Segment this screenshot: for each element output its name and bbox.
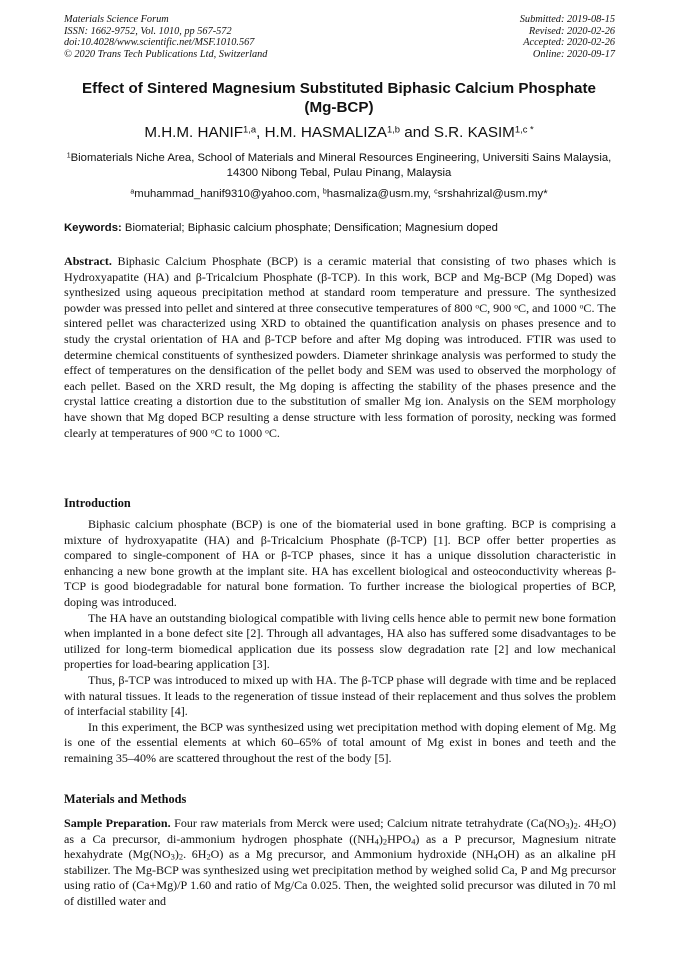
degree-sup: o: [475, 301, 480, 311]
methods-text: . 6H: [183, 847, 207, 862]
title-line-1: Effect of Sintered Magnesium Substituted Biphasic Calcium Phosphate: [82, 80, 596, 97]
abstract-text-5: C to 1000: [214, 425, 266, 440]
affiliation-text: Biomaterials Niche Area, School of Materials and Mineral Resources Engineering, Universiti Sains Malaysia, 14300 Nibong Tebal, Pulau Pinang, Malaysia: [70, 152, 612, 179]
email-c-sup: c: [434, 188, 438, 196]
subscript: 2: [599, 820, 604, 831]
author-3: S.R. KASIM: [433, 124, 515, 141]
abstract-text-2: C, 900: [479, 300, 515, 315]
methods-text: Four raw materials from Merck were used; Calcium nitrate tetrahydrate (Ca(NO: [170, 816, 566, 830]
subscript: 4: [493, 851, 498, 862]
keywords: [64, 221, 616, 235]
email-a: muhammad_hanif9310@yahoo.com,: [134, 188, 323, 200]
subscript: 2: [573, 820, 578, 831]
online-date: Online: 2020-09-17: [532, 48, 615, 60]
dates-info: [520, 14, 615, 60]
subscript: 4: [411, 836, 416, 847]
journal-name: Materials Science Forum: [64, 14, 169, 25]
methods-text: O) as a Mg precursor, and Ammonium hydroxide (NH: [210, 847, 494, 862]
subscript: 4: [374, 836, 379, 847]
intro-paragraph-4: In this experiment, the BCP was synthesized using wet precipitation method with doping element of Mg. Mg is one of the essential elements at which 60–65% of total amount of Mg exist in bones and teeth and the remaining 35–40% are scattered throughout the rest of the body [5].: [64, 719, 616, 765]
accepted-date: Accepted: 2020-02-26: [523, 37, 615, 49]
subscript: 2: [206, 851, 211, 862]
author-2: H.M. HASMALIZA: [264, 124, 387, 141]
subscript: 2: [382, 836, 388, 847]
subscript: 3: [565, 820, 570, 831]
author-1-sup: 1,a: [243, 123, 257, 135]
keywords-text: Biomaterial; Biphasic calcium phosphate; Densification; Magnesium doped: [121, 222, 498, 234]
doi: doi:10.4028/www.scientific.net/MSF.1010.567: [64, 37, 255, 49]
methods-text: O) as a Ca precursor, di-ammonium hydrogen phosphate ((NH: [64, 816, 617, 846]
journal-info: [64, 14, 267, 60]
abstract: [64, 254, 616, 441]
methods-text: ) as a P precursor, Magnesium nitrate hexahydrate (Mg(NO: [64, 831, 617, 862]
author-sep-1: ,: [256, 124, 265, 141]
author-sep-2: and: [400, 124, 434, 141]
email-b: hasmaliza@usm.my,: [326, 188, 435, 200]
intro-paragraph-3: Thus, β-TCP was introduced to mixed up with HA. The β-TCP phase will degrade with time and be replaced with natural tissues. It leads to the regeneration of tissue instead of their replacement and thus solves the problem of interfacial stability [4].: [64, 672, 616, 719]
subscript: 2: [178, 851, 184, 862]
email-a-sup: a: [130, 188, 135, 196]
abstract-text-3: C, and 1000: [518, 300, 580, 315]
copyright: © 2020 Trans Tech Publications Ltd, Switzerland: [64, 48, 268, 60]
keywords-label: Keywords:: [64, 222, 122, 234]
email-b-sup: b: [322, 188, 327, 196]
title-line-2: (Mg-BCP): [304, 99, 374, 116]
affiliation-sup: 1: [66, 152, 71, 160]
introduction-heading: Introduction: [64, 496, 131, 510]
degree-sup: o: [514, 301, 519, 311]
methods-heading: Materials and Methods: [64, 792, 187, 806]
methods-text: ): [174, 847, 179, 862]
methods-body: [64, 816, 616, 910]
affiliation: [60, 151, 618, 181]
abstract-text-6: C.: [268, 425, 280, 440]
introduction-body: [64, 517, 616, 767]
revised-date: Revised: 2020-02-26: [528, 25, 615, 37]
author-2-sup: 1,b: [386, 123, 401, 135]
author-3-sup: 1,c *: [514, 123, 534, 135]
email-c: srshahrizal@usm.my*: [437, 188, 548, 200]
abstract-text-1: Biphasic Calcium Phosphate (BCP) is a ceramic material that consisting of two phases which is Hydroxyapatite (HA) and β-Tricalcium Phosphate (β-TCP). In this work, BCP and Mg-BCP (Mg Doped) was synthesized using aqueous precipitation method at standard room temperature and pressure. The synthesized powder was pressed into pellet and sintered at three consecutive temperatures of 800: [64, 254, 616, 315]
subscript: 3: [170, 851, 175, 862]
methods-text: OH) as an alkaline pH stabilizer. The Mg-BCP was synthesized using wet precipitation method by weighed solid Ca, P and Mg precursor using ratio of (Ca+Mg)/P 1.60 and ratio of Mg/Ca 0.025. Then, the weighted solid precursor was diluted in 70 ml of distilled water and: [64, 847, 617, 908]
degree-sup: o: [210, 425, 215, 435]
degree-sup: o: [579, 301, 584, 311]
paper-title: [40, 79, 638, 117]
degree-sup: o: [265, 425, 269, 435]
methods-text: HPO: [387, 831, 412, 846]
author-emails: [40, 187, 638, 201]
submitted-date: Submitted: 2019-08-15: [519, 14, 615, 25]
author-1: M.H.M. HANIF: [144, 124, 244, 141]
abstract-label: Abstract.: [64, 254, 112, 268]
sample-preparation-label: Sample Preparation.: [64, 816, 171, 830]
methods-text: ): [378, 831, 383, 846]
intro-paragraph-1: Biphasic calcium phosphate (BCP) is one of the biomaterial used in bone grafting. BCP is comprising a mixture of hydroxyapatite (HA) and β-Tricalcium Phosphate (β-TCP) [1]. BCP offer better properties as compared to single-component of HA or β-TCP phases, since it has a unique dissolution characteristic in enhancing a new bone growth at the implant site. HA has excellent biological and osteoconductivity whereas β-TCP is good biodegradable for natural bone formation. To further increase the biological properties of BCP, doping was introduced.: [64, 517, 616, 609]
abstract-text-4: C. The sintered pellet was characterized using XRD to obtained the quantification analysis on phases presence and to study the crystal orientation of HA and β-TCP before and after Mg doping was introduced. FTIR was used to determine chemical constituents of synthesized powders. Diameter shrinkage analysis was performed to study the effect of temperatures on the densification of the pellet body and SEM was used to observed the morphology of each pellet. Based on the XRD result, the Mg doping is affecting the stability of the phases presence and the crystal lattice creating a distortion due to the substitution of smaller Mg ion. Analysis on the SEM morphology have shown that Mg doped BCP resulting a dense structure with less formation of porosity, necking was formed clearly at temperatures of 900: [64, 300, 616, 440]
issn-volume: ISSN: 1662-9752, Vol. 1010, pp 567-572: [64, 25, 232, 37]
author-list: [40, 124, 638, 142]
methods-text: . 4H: [577, 816, 600, 830]
methods-text: ): [569, 816, 574, 830]
intro-paragraph-2: The HA have an outstanding biological compatible with living cells hence able to permit new bone formation when implanted in a bone defect site [2]. Through all advantages, HA also has suffered some disadvantages to be utilized for long-term biomedical application due its possess slow degradation rate [2] and low mechanical properties for load-bearing application [3].: [64, 610, 616, 672]
